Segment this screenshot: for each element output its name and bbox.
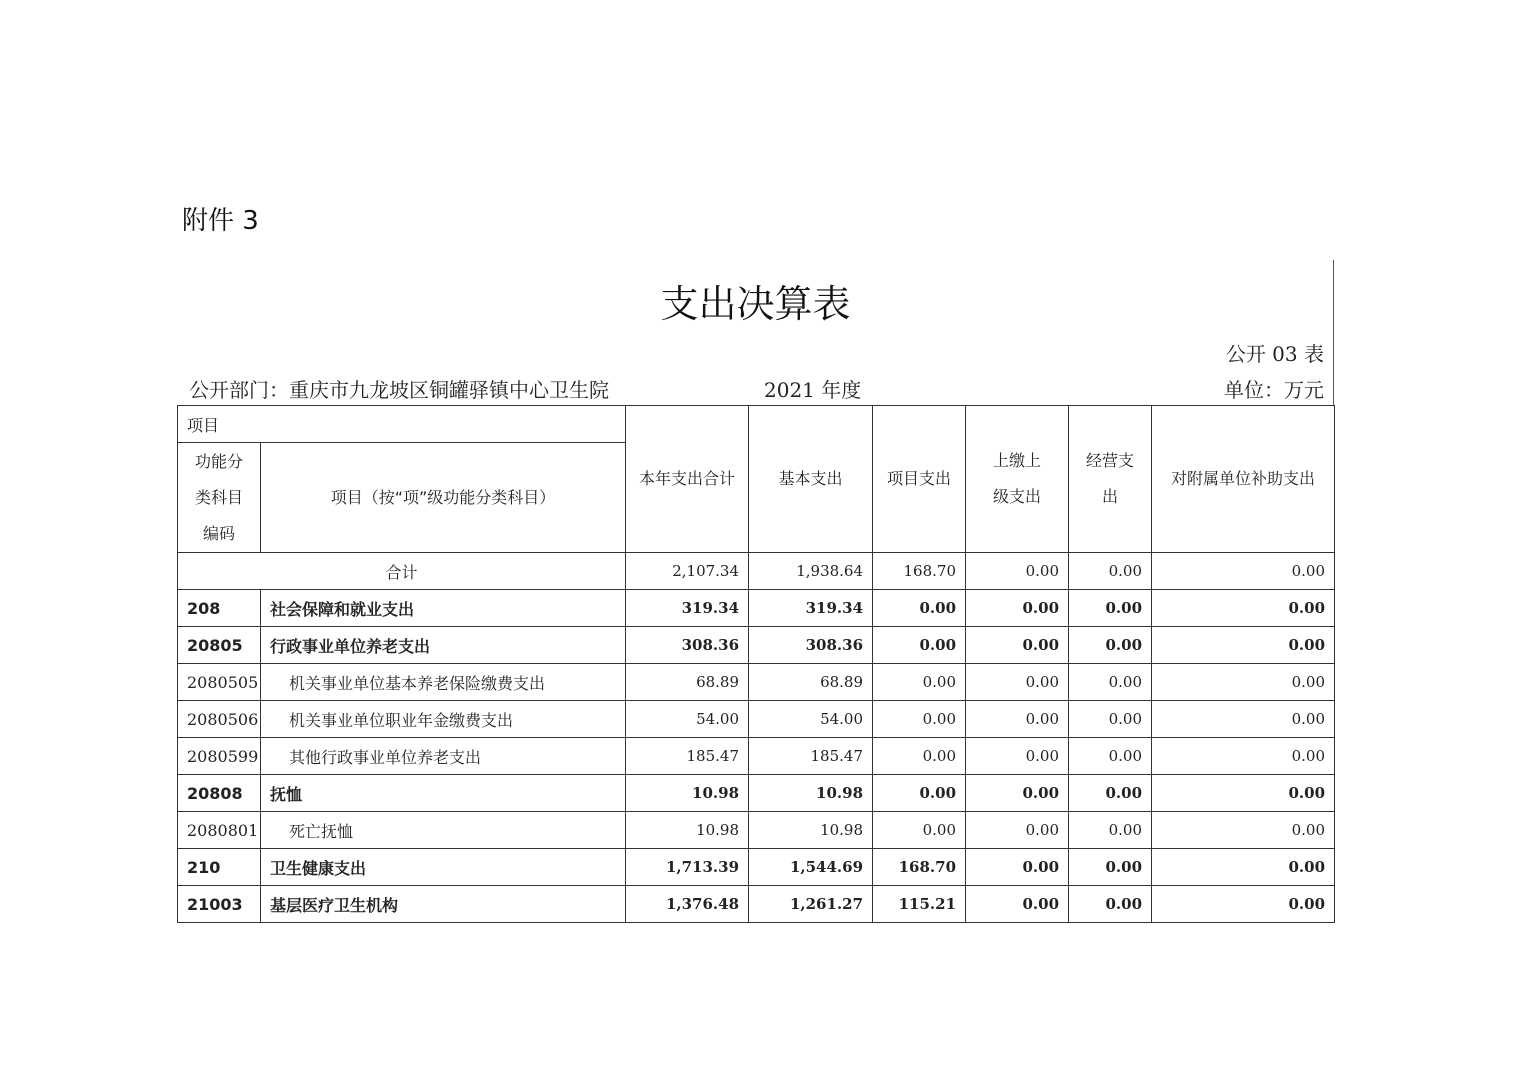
total-value: 168.70 <box>873 553 966 590</box>
row-value: 54.00 <box>749 701 873 738</box>
row-value: 319.34 <box>626 590 749 627</box>
row-value: 115.21 <box>873 886 966 923</box>
table-row <box>178 664 1335 701</box>
row-value: 0.00 <box>966 886 1069 923</box>
row-value: 0.00 <box>966 627 1069 664</box>
row-value: 0.00 <box>1069 627 1152 664</box>
row-value: 0.00 <box>1069 738 1152 775</box>
row-value: 1,376.48 <box>626 886 749 923</box>
header-project: 项目支出 <box>873 406 966 553</box>
table-row <box>178 849 1335 886</box>
row-code: 2080505 <box>178 664 261 701</box>
unit-label: 单位：万元 <box>1224 378 1324 402</box>
table-row <box>178 701 1335 738</box>
row-value: 0.00 <box>873 590 966 627</box>
row-value: 0.00 <box>1152 701 1335 738</box>
row-value: 185.47 <box>626 738 749 775</box>
total-value: 0.00 <box>1152 553 1335 590</box>
row-code: 20805 <box>178 627 261 664</box>
header-subsidiary: 对附属单位补助支出 <box>1152 406 1335 553</box>
row-value: 0.00 <box>1152 812 1335 849</box>
row-value: 0.00 <box>1152 664 1335 701</box>
total-value: 2,107.34 <box>626 553 749 590</box>
row-value: 0.00 <box>873 738 966 775</box>
form-number: 公开 03 表 <box>1225 342 1324 366</box>
row-code: 210 <box>178 849 261 886</box>
row-value: 168.70 <box>873 849 966 886</box>
row-name: 死亡抚恤 <box>261 812 626 849</box>
row-value: 10.98 <box>749 812 873 849</box>
row-value: 0.00 <box>966 590 1069 627</box>
row-value: 0.00 <box>873 664 966 701</box>
row-name: 卫生健康支出 <box>261 849 626 886</box>
row-value: 0.00 <box>966 775 1069 812</box>
row-value: 0.00 <box>1152 738 1335 775</box>
row-name: 社会保障和就业支出 <box>261 590 626 627</box>
row-value: 0.00 <box>1069 664 1152 701</box>
attachment-label: 附件 3 <box>182 206 259 236</box>
row-name: 基层医疗卫生机构 <box>261 886 626 923</box>
row-code: 2080506 <box>178 701 261 738</box>
row-code: 20808 <box>178 775 261 812</box>
table-row <box>178 886 1335 923</box>
row-value: 185.47 <box>749 738 873 775</box>
row-value: 319.34 <box>749 590 873 627</box>
header-upper: 上缴上级支出 <box>966 406 1069 553</box>
row-value: 68.89 <box>749 664 873 701</box>
row-value: 308.36 <box>626 627 749 664</box>
row-value: 0.00 <box>1152 627 1335 664</box>
row-value: 10.98 <box>749 775 873 812</box>
total-label: 合计 <box>178 553 626 590</box>
row-value: 0.00 <box>873 775 966 812</box>
row-name: 其他行政事业单位养老支出 <box>261 738 626 775</box>
row-value: 0.00 <box>1152 886 1335 923</box>
row-value: 54.00 <box>626 701 749 738</box>
table-row <box>178 812 1335 849</box>
row-value: 10.98 <box>626 812 749 849</box>
table-row <box>178 627 1335 664</box>
row-value: 0.00 <box>1069 886 1152 923</box>
total-row <box>178 553 1335 590</box>
row-name: 机关事业单位基本养老保险缴费支出 <box>261 664 626 701</box>
row-code: 2080801 <box>178 812 261 849</box>
row-value: 0.00 <box>873 701 966 738</box>
row-value: 0.00 <box>966 701 1069 738</box>
row-value: 0.00 <box>873 627 966 664</box>
row-value: 0.00 <box>1069 775 1152 812</box>
row-name: 机关事业单位职业年金缴费支出 <box>261 701 626 738</box>
department-label: 公开部门：重庆市九龙坡区铜罐驿镇中心卫生院 <box>189 378 609 402</box>
row-value: 0.00 <box>873 812 966 849</box>
header-basic: 基本支出 <box>749 406 873 553</box>
row-value: 0.00 <box>1069 590 1152 627</box>
row-value: 0.00 <box>1069 812 1152 849</box>
row-value: 0.00 <box>966 664 1069 701</box>
row-name: 行政事业单位养老支出 <box>261 627 626 664</box>
header-project-group: 项目 <box>178 406 626 443</box>
row-value: 0.00 <box>1152 849 1335 886</box>
row-name: 抚恤 <box>261 775 626 812</box>
row-value: 0.00 <box>1152 775 1335 812</box>
row-value: 0.00 <box>966 738 1069 775</box>
row-code: 21003 <box>178 886 261 923</box>
header-code: 功能分类科目编码 <box>178 443 261 553</box>
row-value: 0.00 <box>1069 701 1152 738</box>
header-name: 项目（按“项”级功能分类科目） <box>261 443 626 553</box>
expenditure-table <box>177 405 1335 923</box>
total-value: 1,938.64 <box>749 553 873 590</box>
total-value: 0.00 <box>1069 553 1152 590</box>
header-total: 本年支出合计 <box>626 406 749 553</box>
table-row <box>178 590 1335 627</box>
row-value: 0.00 <box>1069 849 1152 886</box>
row-value: 68.89 <box>626 664 749 701</box>
table-row <box>178 775 1335 812</box>
total-value: 0.00 <box>966 553 1069 590</box>
row-value: 0.00 <box>966 812 1069 849</box>
page-title: 支出决算表 <box>660 282 851 326</box>
row-code: 2080599 <box>178 738 261 775</box>
row-value: 1,544.69 <box>749 849 873 886</box>
fiscal-year-label: 2021 年度 <box>764 378 862 402</box>
header-business: 经营支出 <box>1069 406 1152 553</box>
table-row <box>178 738 1335 775</box>
row-value: 0.00 <box>1152 590 1335 627</box>
row-value: 308.36 <box>749 627 873 664</box>
row-value: 10.98 <box>626 775 749 812</box>
row-value: 0.00 <box>966 849 1069 886</box>
row-value: 1,713.39 <box>626 849 749 886</box>
row-code: 208 <box>178 590 261 627</box>
row-value: 1,261.27 <box>749 886 873 923</box>
